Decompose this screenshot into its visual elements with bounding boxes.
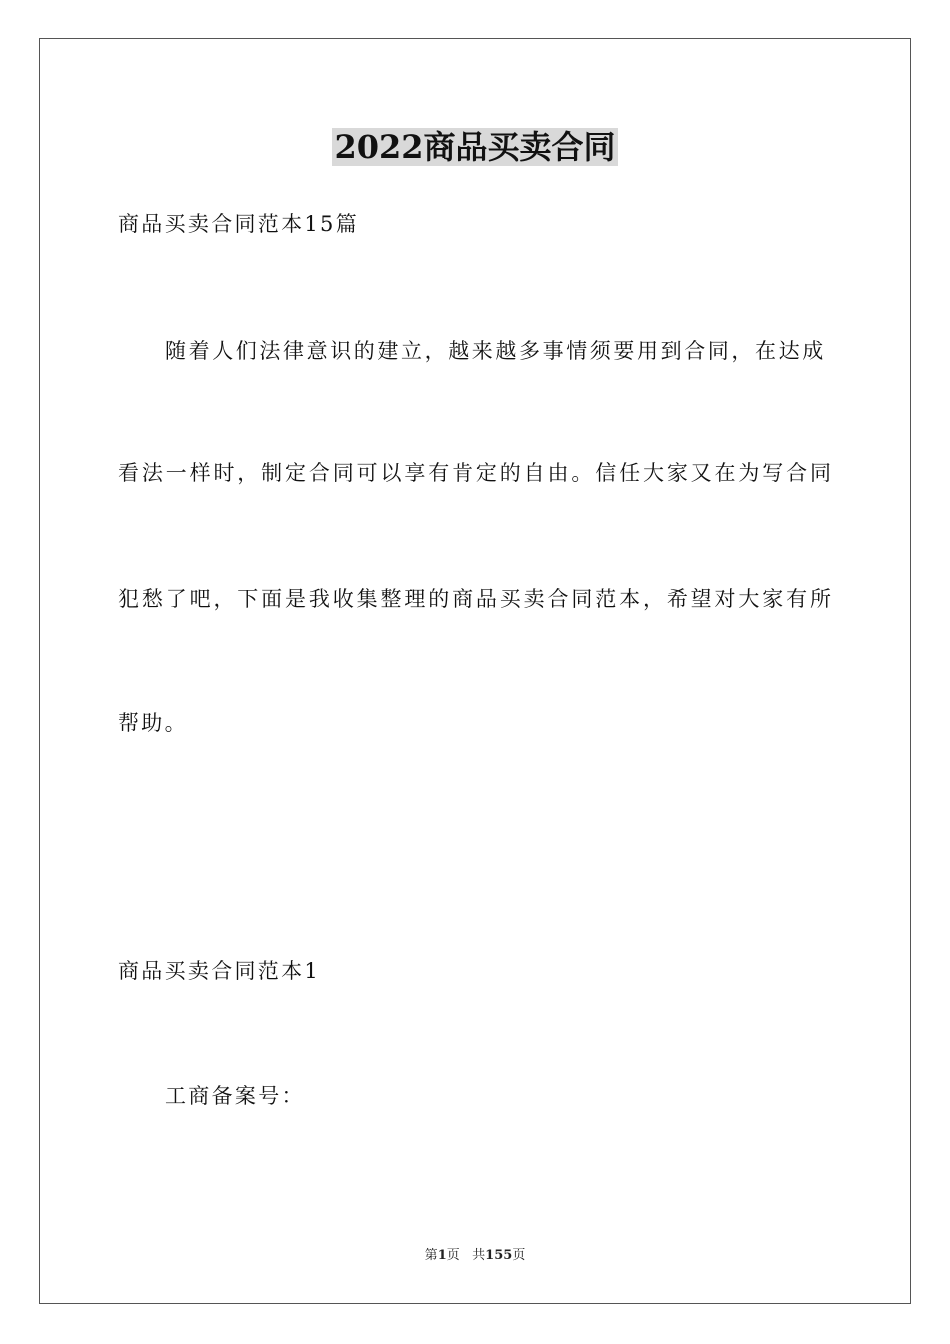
footer-total-suffix: 页: [512, 1248, 526, 1263]
intro-line-4: 帮助。: [118, 711, 188, 735]
footer-page-number: 1: [437, 1248, 447, 1263]
page-footer: [0, 1246, 950, 1266]
document-title-text: 2022商品买卖合同: [334, 128, 616, 166]
footer-page-suffix: 页: [446, 1248, 460, 1263]
footer-total-pages: 155: [485, 1248, 513, 1263]
footer-page-prefix: 第: [424, 1248, 438, 1263]
document-title: [0, 125, 950, 169]
field-label-filing-number: 工商备案号：: [165, 1084, 305, 1108]
intro-line-1: 随着人们法律意识的建立，越来越多事情须要用到合同，在达成: [165, 339, 826, 363]
document-subtitle: 商品买卖合同范本15篇: [118, 212, 360, 236]
footer-total-prefix: 共: [472, 1248, 486, 1263]
intro-line-2: 看法一样时，制定合同可以享有肯定的自由。信任大家又在为写合同: [118, 461, 831, 485]
section-heading: 商品买卖合同范本1: [118, 959, 321, 983]
intro-line-3: 犯愁了吧，下面是我收集整理的商品买卖合同范本，希望对大家有所: [118, 587, 831, 611]
